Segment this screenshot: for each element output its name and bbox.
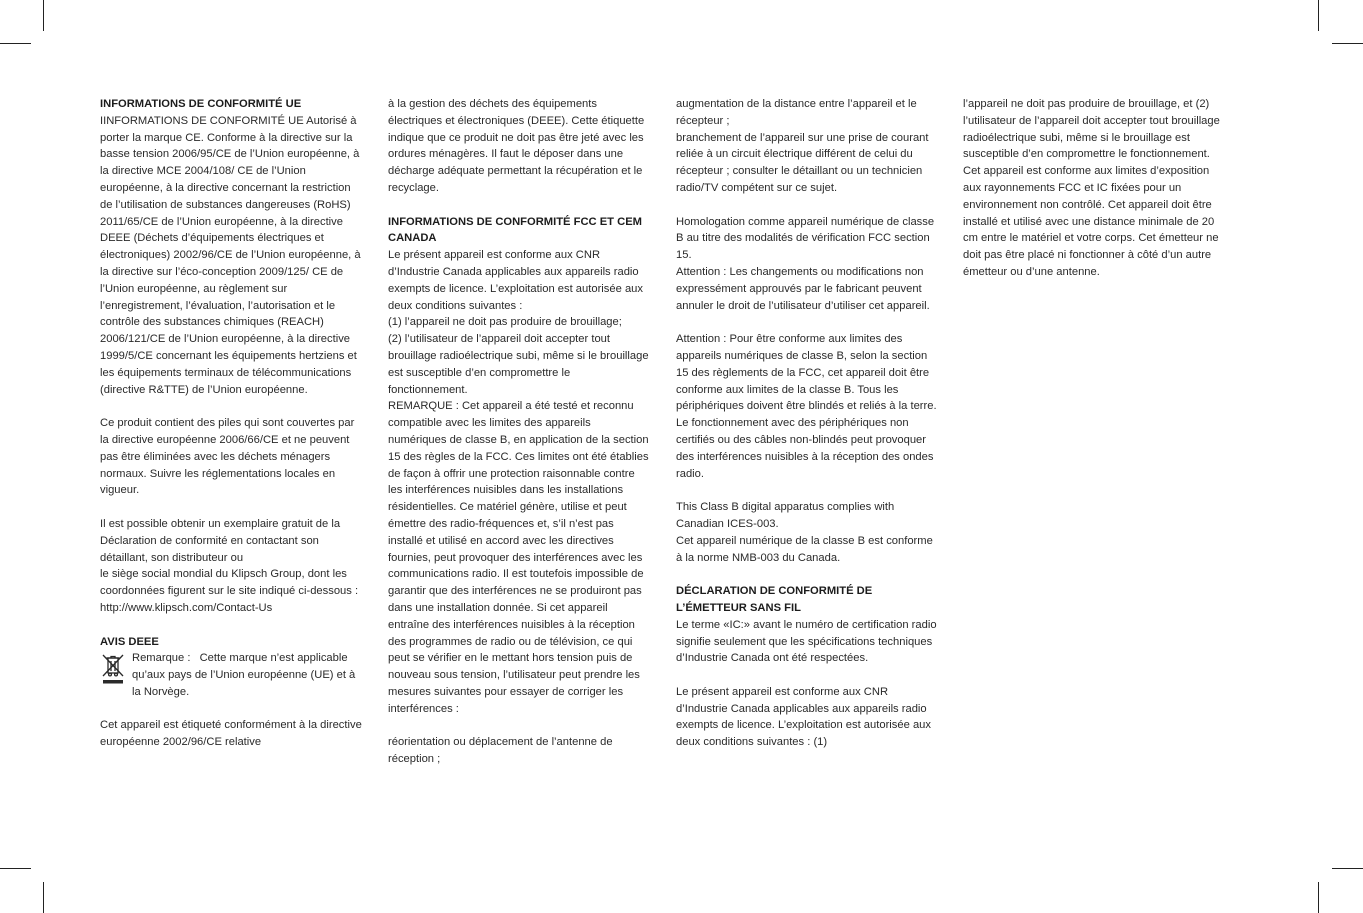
crop-mark-top-left-v xyxy=(43,0,44,31)
paragraph-reorientation: réorientation ou déplacement de l’antenne de réception ; xyxy=(388,736,613,766)
column-2 xyxy=(388,96,650,768)
paragraph-attention-class-b xyxy=(676,331,938,482)
column-1 xyxy=(100,96,362,751)
paragraph-distance: augmentation de la distance entre l’appareil et le récepteur ; xyxy=(676,98,917,127)
paragraph-declaration-copy: Il est possible obtenir un exemplaire gratuit de la Déclaration de conformité en contactant son détaillant, son distributeur ou xyxy=(100,517,341,564)
paragraph-nmb: Cet appareil numérique de la classe B est conforme à la norme NMB-003 du Canada. xyxy=(676,534,933,564)
crop-mark-bottom-left-v xyxy=(43,882,44,913)
column-4 xyxy=(963,96,1225,281)
weee-remark xyxy=(132,650,362,700)
paragraph-homologation: Homologation comme appareil numérique de classe B au titre des modalités de vérification FCC section 15. xyxy=(676,215,935,262)
attention-text: Pour être conforme aux limites des appareils numériques de classe B, selon la section 15 des règlements de la FCC, cet appareil doit être conforme aux limites de la classe B. Tous les périphériques doivent être blindés et reliés à la terre. Le fonctionnement avec des périphériques non certifiés ou des câbles non-blindés peut provoquer des interférences nuisibles à la réception des ondes radio. xyxy=(676,333,937,480)
weee-notice xyxy=(100,650,362,700)
crop-mark-bottom-left-h xyxy=(0,868,31,869)
paragraph-weee-continued: à la gestion des déchets des équipements électriques et électroniques (DEEE). Cette étiquette indique que ce produit ne doit pas être jeté avec les ordures ménagères. Il faut le déposer dans une décharge adéquate permettant la récupération et le recyclage. xyxy=(388,98,645,194)
crop-mark-bottom-right-h xyxy=(1332,868,1363,869)
heading-fcc-canada: INFORMATIONS DE CONFORMITÉ FCC ET CEM CANADA xyxy=(388,215,642,245)
column-3 xyxy=(676,96,938,751)
paragraph-ices: This Class B digital apparatus complies with Canadian ICES-003. xyxy=(676,501,895,530)
contact-url[interactable]: http://www.klipsch.com/Contact-Us xyxy=(100,601,273,614)
crop-mark-top-right-h xyxy=(1332,43,1363,44)
crossed-out-wheelie-bin-icon xyxy=(100,652,126,692)
crop-mark-top-right-v xyxy=(1318,0,1319,31)
heading-wireless-declaration: DÉCLARATION DE CONFORMITÉ DE L’ÉMETTEUR SANS FIL xyxy=(676,585,873,614)
attention-label: Attention : xyxy=(676,333,727,346)
paragraph-interference-continued: l’appareil ne doit pas produire de brouillage, et (2) l’utilisateur de l’appareil doit accepter tout brouillage radioélectrique subi, même si le brouillage est susceptible d’en compromettre le fonctionnement. xyxy=(963,98,1220,161)
crop-mark-top-left-h xyxy=(0,43,31,44)
heading-weee-notice: AVIS DEEE xyxy=(100,635,159,648)
paragraph-ic-term: Le terme «IC:» avant le numéro de certification radio signifie seulement que les spécifications techniques d’Industrie Canada ont été respectées. xyxy=(676,618,937,665)
paragraph-eu-compliance: IINFORMATIONS DE CONFORMITÉ UE Autorisé à porter la marque CE. Conforme à la directive sur la basse tension 2006/95/CE de l’Union européenne, à la directive MCE 2004/108/ CE de l’Union européenne, à la directive concernant la restriction de l’utilisation de substances dangereuses (RoHS) 2011/65/CE de l’Union européenne, à la directive DEEE (Déchets d’équipements électriques et électroniques) 2002/96/CE de l’Union européenne, à la directive sur l’éco-conception 2009/125/ CE de l’Union européenne, au règlement sur l’enregistrement, l’évaluation, l’autorisation et le contrôle des substances chimiques (REACH) 2006/121/CE de l’Union européenne, à la directive 1999/5/CE concernant les équipements hertziens et les équipements terminaux de télécommunications (directive R&TTE) de l’Union européenne. xyxy=(100,114,361,396)
paragraph-condition-1: (1) l’appareil ne doit pas produire de brouillage; xyxy=(388,316,622,329)
remark-text: Cette marque n’est applicable qu’aux pays de l’Union européenne (UE) et à la Norvège. xyxy=(132,652,356,698)
paragraph-outlet: branchement de l’appareil sur une prise de courant reliée à un circuit électrique différent de celui du récepteur ; consulter le détaillant ou un technicien radio/TV compétent sur ce sujet. xyxy=(676,131,929,194)
crop-mark-bottom-right-v xyxy=(1318,882,1319,913)
heading-eu-compliance: INFORMATIONS DE CONFORMITÉ UE xyxy=(100,98,302,110)
paragraph-fcc-remark: REMARQUE : Cet appareil a été testé et reconnu compatible avec les limites des appareils numériques de classe B, en application de la section 15 des règles de la FCC. Ces limites ont été établies de façon à offrir une protection raisonnable contre les interférences nuisibles dans les installations résidentielles. Ce matériel génère, utilise et peut émettre des radio-fréquences et, s’il n’est pas installé et utilisé en accord avec les directives fournies, peut provoquer des interférences avec les communications radio. Il est toutefois impossible de garantir que des interférences ne se produiront pas dans une installation donnée. Si cet appareil entraîne des interférences nuisibles à la réception des programmes de radio ou de télévision, ce qui peut se vérifier en le mettant hors tension puis de nouveau sous tension, l’utilisateur peut prendre les mesures suivantes pour essayer de corriger les interférences : xyxy=(388,400,649,715)
paragraph-rf-exposure: Cet appareil est conforme aux limites d’exposition aux rayonnements FCC et IC fixées pour un environnement non contrôlé. Cet appareil doit être installé et utilisé avec une distance minimale de 20 cm entre le matériel et votre corps. Cet émetteur ne doit pas être placé ni fonctionner à côté d’un autre émetteur ou d’une antenne. xyxy=(963,165,1219,278)
paragraph-attention-changes: Attention : Les changements ou modifications non expressément approuvés par le fabricant peuvent annuler le droit de l’utilisateur d’utiliser cet appareil. xyxy=(676,265,930,312)
paragraph-weee-labeling: Cet appareil est étiqueté conformément à la directive européenne 2002/96/CE relative xyxy=(100,719,362,749)
paragraph-cnr-conditions: Le présent appareil est conforme aux CNR d’Industrie Canada applicables aux appareils radio exempts de licence. L’exploitation est autorisée aux deux conditions suivantes : xyxy=(388,249,643,312)
paragraph-batteries: Ce produit contient des piles qui sont couvertes par la directive européenne 2006/66/CE et ne peuvent pas être éliminées avec les déchets ménagers normaux. Suivre les réglementations locales en vigueur. xyxy=(100,417,355,497)
remark-label: Remarque : xyxy=(132,652,191,665)
paragraph-condition-2: (2) l’utilisateur de l’appareil doit accepter tout brouillage radioélectrique subi, même si le brouillage est susceptible d’en compromettre le fonctionnement. xyxy=(388,333,649,396)
paragraph-cnr-repeat: Le présent appareil est conforme aux CNR d’Industrie Canada applicables aux appareils radio exempts de licence. L’exploitation est autorisée aux deux conditions suivantes : (1) xyxy=(676,685,931,749)
paragraph-headquarters: le siège social mondial du Klipsch Group, dont les coordonnées figurent sur le site indiqué ci-dessous : xyxy=(100,568,359,598)
